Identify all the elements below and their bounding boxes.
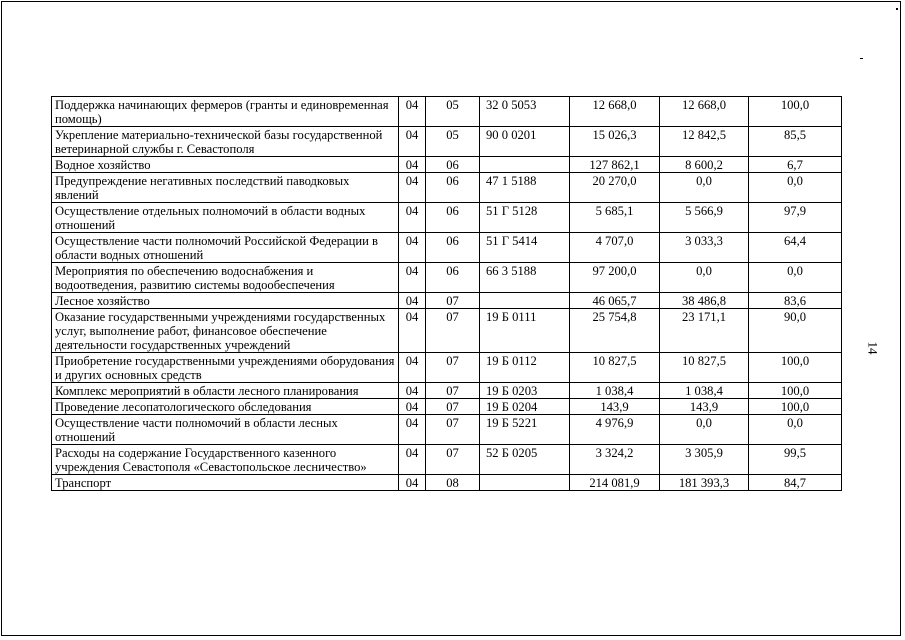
budget-table-body — [52, 97, 842, 491]
executed-amount-cell: 3 305,9 — [660, 445, 749, 475]
execution-percent-cell: 97,9 — [749, 203, 842, 233]
section-code-cell: 04 — [399, 97, 426, 127]
subsection-code-cell: 06 — [426, 173, 480, 203]
table-row — [52, 293, 842, 309]
target-article-cell: 19 Б 0112 — [480, 353, 570, 383]
item-name-cell: Мероприятия по обеспечению водоснабжения и водоотведения, развитию системы водообеспечения — [52, 263, 399, 293]
subsection-code-cell: 07 — [426, 445, 480, 475]
subsection-code-cell: 06 — [426, 157, 480, 173]
table-row — [52, 353, 842, 383]
item-name-cell: Укрепление материально-технической базы государственной ветеринарной службы г. Севастополя — [52, 127, 399, 157]
execution-percent-cell: 64,4 — [749, 233, 842, 263]
item-name-cell: Оказание государственными учреждениями государственных услуг, выполнение работ, финансовое обеспечение деятельности государственных учреждений — [52, 309, 399, 353]
executed-amount-cell: 0,0 — [660, 173, 749, 203]
table-row — [52, 445, 842, 475]
planned-amount-cell: 4 976,9 — [570, 415, 660, 445]
item-name-cell: Поддержка начинающих фермеров (гранты и единовременная помощь) — [52, 97, 399, 127]
subsection-code-cell: 06 — [426, 233, 480, 263]
page-number: 14 — [865, 341, 881, 355]
executed-amount-cell: 23 171,1 — [660, 309, 749, 353]
subsection-code-cell: 07 — [426, 309, 480, 353]
subsection-code-cell: 07 — [426, 353, 480, 383]
section-code-cell: 04 — [399, 233, 426, 263]
scan-mark — [896, 8, 898, 10]
target-article-cell: 19 Б 5221 — [480, 415, 570, 445]
planned-amount-cell: 46 065,7 — [570, 293, 660, 309]
planned-amount-cell: 5 685,1 — [570, 203, 660, 233]
execution-percent-cell: 100,0 — [749, 383, 842, 399]
target-article-cell: 19 Б 0203 — [480, 383, 570, 399]
target-article-cell: 19 Б 0111 — [480, 309, 570, 353]
execution-percent-cell: 100,0 — [749, 97, 842, 127]
executed-amount-cell: 10 827,5 — [660, 353, 749, 383]
table-row — [52, 157, 842, 173]
subsection-code-cell: 07 — [426, 383, 480, 399]
section-code-cell: 04 — [399, 383, 426, 399]
budget-table — [51, 96, 842, 491]
section-code-cell: 04 — [399, 445, 426, 475]
section-code-cell: 04 — [399, 263, 426, 293]
target-article-cell: 19 Б 0204 — [480, 399, 570, 415]
target-article-cell: 32 0 5053 — [480, 97, 570, 127]
section-code-cell: 04 — [399, 309, 426, 353]
executed-amount-cell: 5 566,9 — [660, 203, 749, 233]
table-row — [52, 475, 842, 491]
table-row — [52, 97, 842, 127]
planned-amount-cell: 3 324,2 — [570, 445, 660, 475]
target-article-cell — [480, 475, 570, 491]
subsection-code-cell: 07 — [426, 293, 480, 309]
table-row — [52, 383, 842, 399]
executed-amount-cell: 3 033,3 — [660, 233, 749, 263]
section-code-cell: 04 — [399, 157, 426, 173]
table-row — [52, 127, 842, 157]
item-name-cell: Осуществление части полномочий Российской Федерации в области водных отношений — [52, 233, 399, 263]
target-article-cell: 66 3 5188 — [480, 263, 570, 293]
planned-amount-cell: 127 862,1 — [570, 157, 660, 173]
planned-amount-cell: 97 200,0 — [570, 263, 660, 293]
subsection-code-cell: 06 — [426, 203, 480, 233]
item-name-cell: Транспорт — [52, 475, 399, 491]
subsection-code-cell: 05 — [426, 127, 480, 157]
target-article-cell — [480, 293, 570, 309]
execution-percent-cell: 0,0 — [749, 415, 842, 445]
execution-percent-cell: 100,0 — [749, 399, 842, 415]
executed-amount-cell: 38 486,8 — [660, 293, 749, 309]
execution-percent-cell: 0,0 — [749, 263, 842, 293]
planned-amount-cell: 4 707,0 — [570, 233, 660, 263]
target-article-cell — [480, 157, 570, 173]
table-row — [52, 309, 842, 353]
item-name-cell: Осуществление части полномочий в области лесных отношений — [52, 415, 399, 445]
execution-percent-cell: 99,5 — [749, 445, 842, 475]
executed-amount-cell: 1 038,4 — [660, 383, 749, 399]
planned-amount-cell: 15 026,3 — [570, 127, 660, 157]
section-code-cell: 04 — [399, 293, 426, 309]
executed-amount-cell: 0,0 — [660, 415, 749, 445]
table-row — [52, 173, 842, 203]
target-article-cell: 51 Г 5414 — [480, 233, 570, 263]
execution-percent-cell: 83,6 — [749, 293, 842, 309]
section-code-cell: 04 — [399, 399, 426, 415]
planned-amount-cell: 1 038,4 — [570, 383, 660, 399]
target-article-cell: 52 Б 0205 — [480, 445, 570, 475]
subsection-code-cell: 07 — [426, 415, 480, 445]
item-name-cell: Приобретение государственными учреждениями оборудования и других основных средств — [52, 353, 399, 383]
planned-amount-cell: 25 754,8 — [570, 309, 660, 353]
execution-percent-cell: 85,5 — [749, 127, 842, 157]
table-row — [52, 203, 842, 233]
executed-amount-cell: 8 600,2 — [660, 157, 749, 173]
section-code-cell: 04 — [399, 475, 426, 491]
item-name-cell: Предупреждение негативных последствий паводковых явлений — [52, 173, 399, 203]
execution-percent-cell: 84,7 — [749, 475, 842, 491]
subsection-code-cell: 07 — [426, 399, 480, 415]
section-code-cell: 04 — [399, 415, 426, 445]
table-row — [52, 263, 842, 293]
section-code-cell: 04 — [399, 173, 426, 203]
executed-amount-cell: 12 668,0 — [660, 97, 749, 127]
table-row — [52, 399, 842, 415]
execution-percent-cell: 0,0 — [749, 173, 842, 203]
item-name-cell: Проведение лесопатологического обследования — [52, 399, 399, 415]
planned-amount-cell: 20 270,0 — [570, 173, 660, 203]
item-name-cell: Осуществление отдельных полномочий в области водных отношений — [52, 203, 399, 233]
item-name-cell: Комплекс мероприятий в области лесного планирования — [52, 383, 399, 399]
scan-tick — [860, 58, 863, 59]
planned-amount-cell: 143,9 — [570, 399, 660, 415]
target-article-cell: 47 1 5188 — [480, 173, 570, 203]
execution-percent-cell: 6,7 — [749, 157, 842, 173]
execution-percent-cell: 100,0 — [749, 353, 842, 383]
table-row — [52, 415, 842, 445]
target-article-cell: 51 Г 5128 — [480, 203, 570, 233]
executed-amount-cell: 0,0 — [660, 263, 749, 293]
subsection-code-cell: 06 — [426, 263, 480, 293]
item-name-cell: Водное хозяйство — [52, 157, 399, 173]
execution-percent-cell: 90,0 — [749, 309, 842, 353]
executed-amount-cell: 143,9 — [660, 399, 749, 415]
subsection-code-cell: 08 — [426, 475, 480, 491]
table-row — [52, 233, 842, 263]
planned-amount-cell: 10 827,5 — [570, 353, 660, 383]
section-code-cell: 04 — [399, 127, 426, 157]
planned-amount-cell: 214 081,9 — [570, 475, 660, 491]
executed-amount-cell: 181 393,3 — [660, 475, 749, 491]
executed-amount-cell: 12 842,5 — [660, 127, 749, 157]
section-code-cell: 04 — [399, 203, 426, 233]
item-name-cell: Лесное хозяйство — [52, 293, 399, 309]
subsection-code-cell: 05 — [426, 97, 480, 127]
target-article-cell: 90 0 0201 — [480, 127, 570, 157]
item-name-cell: Расходы на содержание Государственного казенного учреждения Севастополя «Севастопольское лесничество» — [52, 445, 399, 475]
section-code-cell: 04 — [399, 353, 426, 383]
planned-amount-cell: 12 668,0 — [570, 97, 660, 127]
